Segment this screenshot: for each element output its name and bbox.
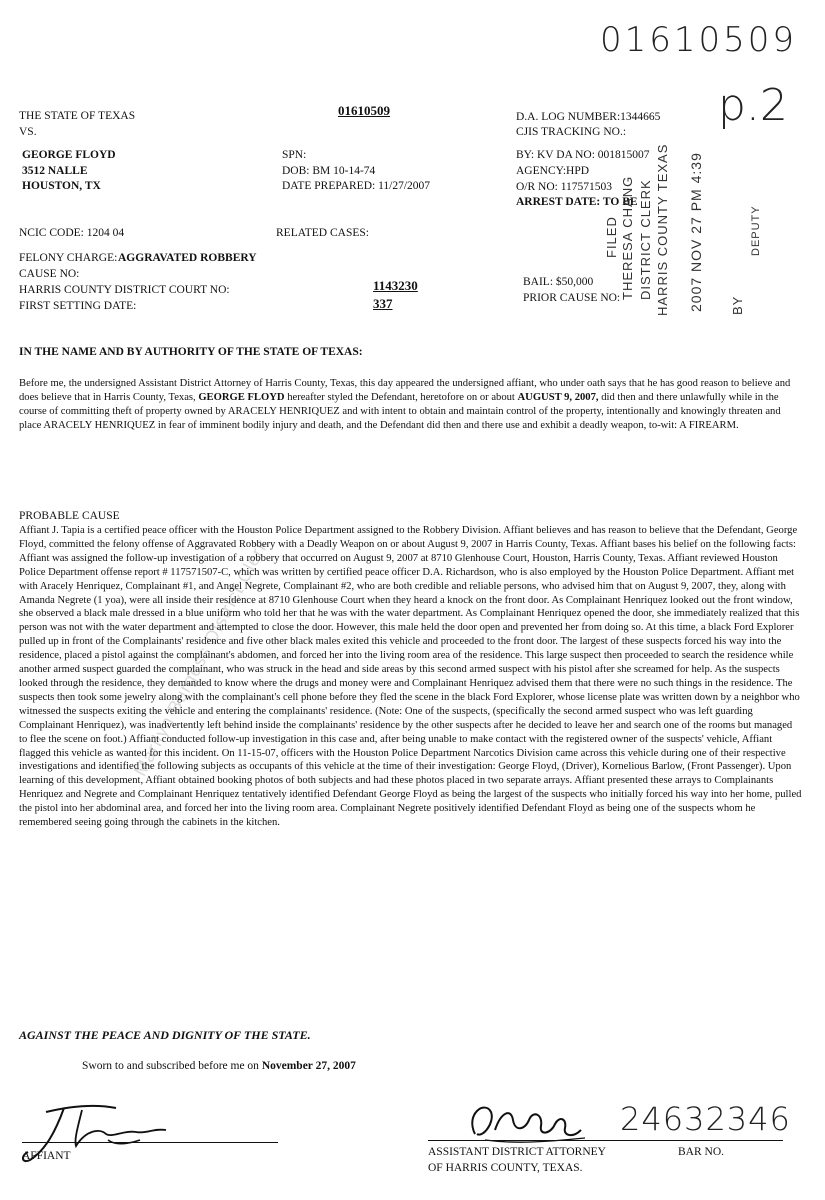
ada-signature — [455, 1094, 605, 1154]
defendant-city: HOUSTON, TX — [22, 180, 101, 192]
clerk-watermark: Marilyn Burgess District Clerk — [130, 535, 273, 780]
charge-text-1: Before me, the undersigned Assistant District Attorney of Harris County, Texas, this day appeared the undersigned affiant, who under oath says that he has good reason to believe and does believe that in Harris County, Texas, — [19, 378, 791, 403]
sworn-date: November 27, 2007 — [261, 1060, 356, 1072]
related-cases: RELATED CASES: — [276, 227, 369, 239]
affiant-signature-line — [22, 1142, 278, 1143]
felony-charge: AGGRAVATED ROBBERY — [118, 252, 257, 264]
cause-no: CAUSE NO: — [19, 268, 80, 280]
ada-label-2: OF HARRIS COUNTY, TEXAS. — [428, 1162, 583, 1174]
stamp-clerk-name: THERESA CHANG — [620, 175, 635, 300]
bail: BAIL: $50,000 — [523, 276, 594, 288]
defendant-name: GEORGE FLOYD — [22, 149, 116, 161]
handwritten-page-mark: p.2 — [718, 80, 788, 131]
probable-cause-text: Affiant J. Tapia is a certified peace officer with the Houston Police Department assigned to the Robbery Division. Affiant believes and has reason to believe that the Defendant, George Floyd, committed the felony offense of Aggravated Robbery with a Deadly Weapon on or about August 9, 2007 in Harris County, Texas. Affiant bases his belief on the following facts: Affiant was assigned the follow-up investigation of a robbery that occurred on August 9, 2007 at 8710 Glenhouse Court, Houston, Harris County, Texas. Affiant reviewed Houston Police Department offense report # 117571507-C, which was written by certified peace officer D.A. Richardson, who is also employed by the Houston Police Department. Affiant met with Aracely Henriquez, Complainant #1, and Angel Negrete, Complainant #2, who are both credible and reliable persons, who advised him that on August 9, 2007, they, along with Amanda Negrete (1 yoa), were all inside their residence at 8710 Glenhouse Court when they heard a knock on the front door. As Complainant Henriquez looked out the front window, she observed a black male dressed in a blue uniform who told her that he was with the water department. As Complainant Henriquez opened the door, she immediately realized that this person was not with the water department and attempted to close the door. However, this male held the door open and prevented her from doing so. At this time, a black Ford Explorer pulled up in front of the Complainants' residence and five other black males exited this vehicle and proceeded to the front door. The largest of these suspects forced his way into the residence, placed a pistol against the complainant's abdomen, and forced her into the living room area of the residence. This large suspect then proceeded to search the residence while another armed suspect guarded the complainant, who was struck in the head and side areas by this second armed suspect with his pistol after she screamed for help. As the suspects looked through the residence, they demanded to know where the drugs and money were and Complainant Henriquez advised them that there were no such things in the residence. The suspects then took some jewelry along with the complainant's cell phone before they fled the scene in the black Ford Explorer, whose license plate was written down by a neighbor who witnessed the suspects exiting the vehicle and entering the complainants' residence. (Note: One of the suspects, (specifically the second armed suspect who was left guarding Complainant Henriquez), was inadvertently left behind inside the complainants' residence by the other suspects after he decided to leave her and search one of the rooms but managed to flee the scene on foot.) Affiant conducted follow-up investigation in this case and, after being unable to make contact with the registered owner of the suspects' vehicle, Affiant flagged this vehicle as wanted for this incident. On 11-15-07, officers with the Houston Police Department Narcotics Division came across this vehicle during one of their respective investigations and identified the following subjects as occupants of this vehicle at the time of their investigation: George Floyd, (Driver), Kornelious Barlow, (Front Passenger). Upon learning of this development, Affiant obtained booking photos of both subjects and had these photos placed in two separate arrays. Affiant presented these arrays to Complainants Henriquez and Negrete and Complainant Henriquez tentatively identified Defendant George Floyd as being the largest of the suspects who initially forced his way into her home, pulled the pistol into her abdominal area, and forced her into the living room area. Complainant Negrete positively identified Defendant Floyd as being one of the suspects whom he remembered seeing going through the cabinets in the kitchen. — [19, 525, 802, 829]
closing-heading: AGAINST THE PEACE AND DIGNITY OF THE STATE. — [19, 1028, 311, 1042]
ada-label-1: ASSISTANT DISTRICT ATTORNEY — [428, 1146, 606, 1158]
ncic-code: NCIC CODE: 1204 04 — [19, 227, 125, 239]
arrest-date: ARREST DATE: TO BE — [516, 196, 638, 208]
stamp-district-clerk: DISTRICT CLERK — [638, 179, 653, 300]
charge-date: AUGUST 9, 2007, — [517, 391, 599, 403]
agency: AGENCY:HPD — [516, 165, 590, 177]
first-setting-date: FIRST SETTING DATE: — [19, 300, 137, 312]
probable-cause-heading: PROBABLE CAUSE — [19, 510, 120, 522]
court-cause-number: 1143230 — [373, 278, 418, 293]
affiant-label: AFFIANT — [22, 1150, 71, 1162]
prior-cause: PRIOR CAUSE NO: — [523, 292, 621, 304]
sworn-statement — [82, 1060, 356, 1072]
case-number: 01610509 — [338, 103, 390, 118]
authority-heading: IN THE NAME AND BY AUTHORITY OF THE STATE OF TEXAS: — [19, 346, 363, 358]
vs-label: VS. — [19, 126, 37, 138]
stamp-filed: FILED — [604, 216, 619, 258]
court-label: HARRIS COUNTY DISTRICT COURT NO: — [19, 284, 230, 296]
by-da-no: BY: KV DA NO: 001815007 — [516, 149, 650, 161]
stamp-datetime: 2007 NOV 27 PM 4:39 — [688, 152, 704, 312]
spn-label: SPN: — [282, 149, 307, 161]
defendant-street: 3512 NALLE — [22, 165, 88, 177]
stamp-deputy: DEPUTY — [750, 205, 762, 256]
stamp-county: HARRIS COUNTY TEXAS — [655, 143, 670, 316]
sworn-prefix: Sworn to and subscribed before me on — [82, 1060, 262, 1072]
cjis-tracking: CJIS TRACKING NO.: — [516, 126, 627, 138]
stamp-by: BY — [730, 295, 745, 315]
handwritten-case-number: 01610509 — [600, 20, 798, 60]
state-of-texas: THE STATE OF TEXAS — [19, 110, 136, 122]
dob: DOB: BM 10-14-74 — [282, 165, 376, 177]
charge-paragraph — [19, 377, 803, 433]
court-number: 337 — [373, 296, 393, 311]
or-number: O/R NO: 117571503 — [516, 181, 613, 193]
bar-number-label: BAR NO. — [678, 1146, 725, 1158]
handwritten-bar-number: 24632346 — [620, 1100, 791, 1138]
charge-text-3: did then and there unlawfully while in the course of committing theft of property owned by ARACELY HENRIQUEZ and with intent to obtain and maintain control of the property, intentionally and knowingly threaten and place ARACELY HENRIQUEZ in fear of imminent bodily injury and death, and the Defendant did then and there use and exhibit a deadly weapon, to-wit: A FIREARM. — [19, 391, 781, 431]
da-log-number: D.A. LOG NUMBER:1344665 — [516, 111, 661, 123]
charge-text-2: hereafter styled the Defendant, heretofore on or about — [284, 391, 518, 403]
date-prepared: DATE PREPARED: 11/27/2007 — [282, 180, 431, 192]
ada-signature-line — [428, 1140, 783, 1141]
charge-defendant-name: GEORGE FLOYD — [198, 391, 285, 403]
felony-charge-label: FELONY CHARGE: — [19, 252, 118, 264]
